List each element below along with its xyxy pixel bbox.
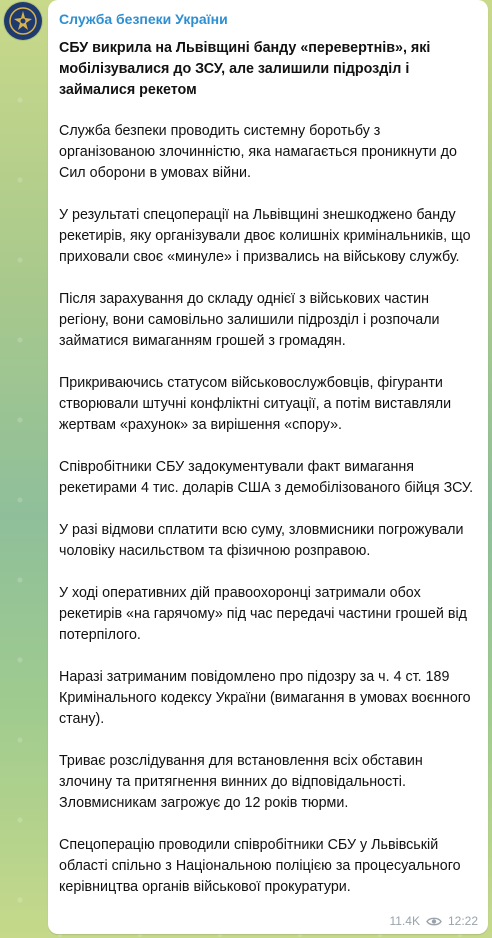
message-paragraph: Співробітники СБУ задокументували факт вимагання рекетирами 4 тис. доларів США з демобілізованого бійця ЗСУ. [59, 459, 474, 496]
message-meta [390, 914, 479, 928]
message-title: СБУ викрила на Львівщині банду «перевертнів», які мобілізувалися до ЗСУ, але залишили підрозділ і займалися рекетом [59, 40, 431, 98]
message-paragraph: Триває розслідування для встановлення всіх обставин злочину та притягнення винних до відповідальності. Зловмисникам загрожує до 12 років тюрми. [59, 753, 423, 811]
sender-name[interactable]: Служба безпеки України [59, 11, 228, 27]
message-paragraph: Після зарахування до складу однієї з військових частин регіону, вони самовільно залишили підрозділ і розпочали займатися вимаганням грошей з громадян. [59, 291, 440, 349]
message-paragraph: У ході оперативних дій правоохоронці затримали обох рекетирів «на гарячому» під час передачі частини грошей від потерпілого. [59, 585, 467, 643]
message-paragraph: Наразі затриманим повідомлено про підозру за ч. 4 ст. 189 Кримінального кодексу України (вимагання в умовах воєнного стану). [59, 669, 471, 727]
channel-avatar[interactable] [4, 2, 42, 40]
message-paragraph: У разі відмови сплатити всю суму, зловмисники погрожували чоловіку насильством та фізичною розправою. [59, 522, 464, 559]
message-bubble [48, 0, 488, 934]
message-paragraph: Спецоперацію проводили співробітники СБУ у Львівській області спільно з Національною поліцією за процесуального керівництва органів військової прокуратури. [59, 837, 461, 895]
sbu-emblem-icon [8, 6, 38, 36]
views-count: 11.4K [389, 914, 420, 928]
message-paragraph: Прикриваючись статусом військовослужбовців, фігуранти створювали штучні конфліктні ситуації, а потім виставляли жертвам «рахунок» за вирішення «спору». [59, 375, 452, 433]
message-body [59, 121, 476, 898]
message-paragraph: У результаті спецоперації на Львівщині знешкоджено банду рекетирів, яку організували двоє колишніх кримінальників, що приховали своє «минуле» і призвались на військову службу. [59, 207, 471, 265]
message-paragraph: Служба безпеки проводить системну боротьбу з організованою злочинністю, яка намагається проникнути до Сил оборони в умовах війни. [59, 123, 457, 181]
eye-icon [426, 916, 442, 927]
message-time: 12:22 [447, 914, 478, 928]
